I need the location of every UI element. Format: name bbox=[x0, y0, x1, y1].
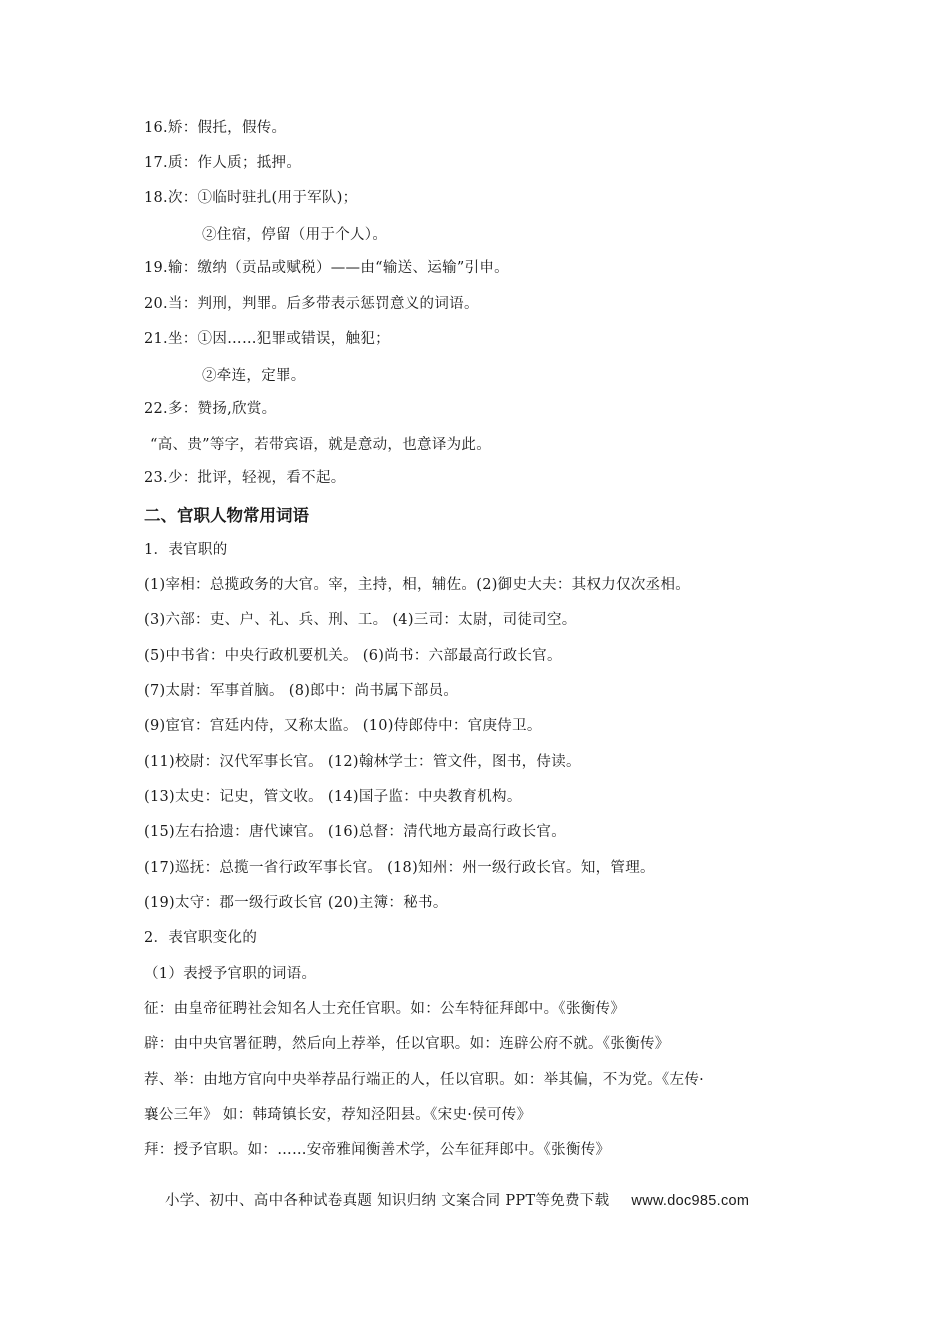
footer-text: 小学、初中、高中各种试卷真题 知识归纳 文案合同 PPT等免费下载 bbox=[165, 1193, 610, 1209]
entry-22: 22.多：赞扬,欣赏。 bbox=[144, 401, 277, 417]
official-row: (9)宦官：宫廷内侍，又称太监。 (10)侍郎侍中：官庚侍卫。 bbox=[144, 718, 542, 734]
official-row: (5)中书省：中央行政机要机关。 (6)尚书：六部最高行政长官。 bbox=[144, 648, 562, 664]
page-footer bbox=[165, 1191, 749, 1211]
entry-23: 23.少：批评，轻视，看不起。 bbox=[144, 470, 346, 486]
official-row: (1)宰相：总揽政务的大官。宰，主持，相，辅佐。(2)御史大夫：其权力仅次丞相。 bbox=[144, 577, 691, 593]
entry-17: 17.质：作人质；抵押。 bbox=[144, 155, 302, 171]
official-row: (19)太守：郡一级行政长官 (20)主簿：秘书。 bbox=[144, 895, 448, 911]
entry-18: 18.次：①临时驻扎(用于军队)； bbox=[144, 190, 358, 206]
appointment-term: 荐、举：由地方官向中央举荐品行端正的人，任以官职。如：举其偏，不为党。《左传· bbox=[144, 1072, 705, 1088]
official-row: (3)六部：吏、户、礼、兵、刑、工。 (4)三司：太尉，司徒司空。 bbox=[144, 612, 577, 628]
official-row: (17)巡抚：总揽一省行政军事长官。 (18)知州：州一级行政长官。知，管理。 bbox=[144, 860, 655, 876]
appointment-term: 辟：由中央官署征聘，然后向上荐举，任以官职。如：连辟公府不就。《张衡传》 bbox=[144, 1036, 670, 1052]
official-row: (7)太尉：军事首脑。 (8)郎中：尚书属下部员。 bbox=[144, 683, 459, 699]
entry-21: 21.坐：①因……犯罪或错误，触犯； bbox=[144, 331, 390, 347]
appointment-term-cont: 襄公三年》 如：韩琦镇长安，荐知泾阳县。《宋史·侯可传》 bbox=[144, 1107, 532, 1123]
entry-19: 19.输：缴纳（贡品或赋税）——由“输送、运输”引申。 bbox=[144, 260, 509, 276]
section-heading: 二、官职人物常用词语 bbox=[144, 506, 309, 525]
subsection-title: 1．表官职的 bbox=[144, 542, 228, 558]
entry-20: 20.当：判刑，判罪。后多带表示惩罚意义的词语。 bbox=[144, 296, 479, 312]
appointment-term: 拜：授予官职。如：……安帝雅闻衡善术学，公车征拜郎中。《张衡传》 bbox=[144, 1142, 611, 1158]
entry-16: 16.矫：假托，假传。 bbox=[144, 120, 287, 136]
entry-21-sub: ②牵连，定罪。 bbox=[202, 368, 306, 384]
footer-url[interactable]: www.doc985.com bbox=[631, 1193, 750, 1209]
official-row: (13)太史：记史，管文收。 (14)国子监：中央教育机构。 bbox=[144, 789, 522, 805]
appointment-term: 征：由皇帝征聘社会知名人士充任官职。如：公车特征拜郎中。《张衡传》 bbox=[144, 1001, 626, 1017]
entry-18-sub: ②住宿，停留（用于个人）。 bbox=[202, 227, 388, 243]
subsection-item: （1）表授予官职的词语。 bbox=[144, 966, 317, 982]
official-row: (15)左右拾遗：唐代谏官。 (16)总督：清代地方最高行政长官。 bbox=[144, 824, 567, 840]
entry-22-note: “高、贵”等字，若带宾语，就是意动，也意译为此。 bbox=[150, 437, 492, 453]
official-row: (11)校尉：汉代军事长官。 (12)翰林学士：管文件，图书，侍读。 bbox=[144, 754, 581, 770]
subsection-title: 2．表官职变化的 bbox=[144, 930, 258, 946]
